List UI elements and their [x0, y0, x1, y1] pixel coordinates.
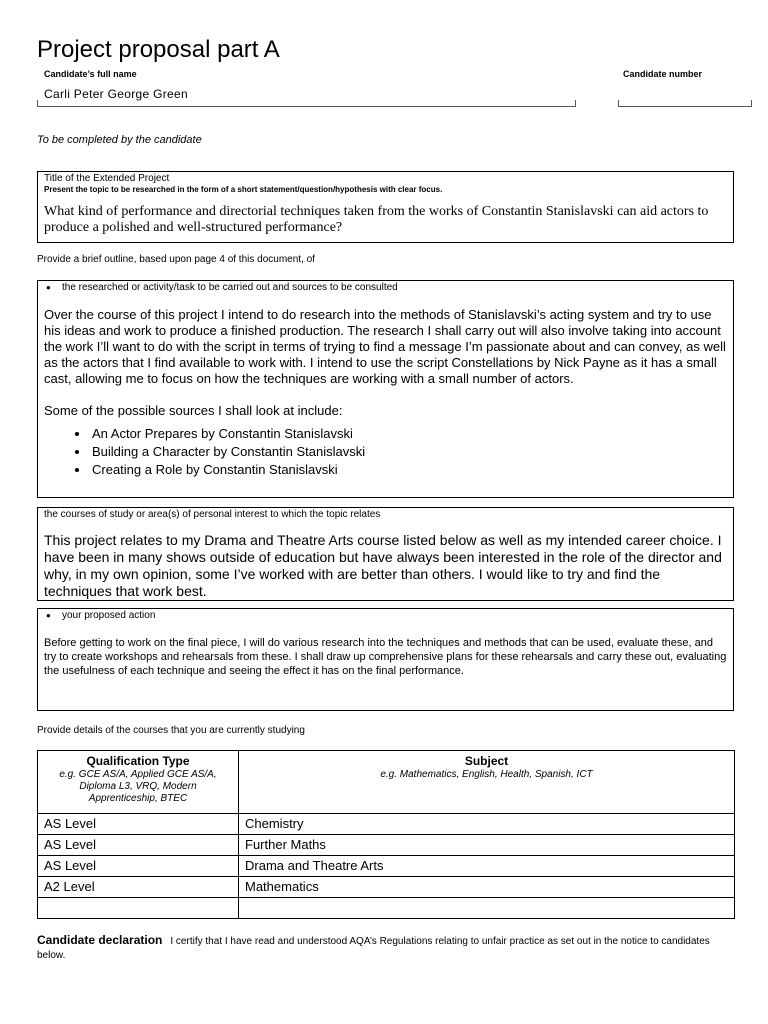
example-qualification: e.g. GCE AS/A, Applied GCE AS/A, Diploma L3, VRQ, Modern Apprenticeship, BTEC [38, 769, 239, 814]
completion-instruction: To be completed by the candidate [37, 134, 202, 146]
candidate-name-label: Candidate’s full name [44, 69, 137, 79]
project-title-question[interactable]: What kind of performance and directorial techniques taken from the works of Constantin Stanislavski can aid actors to produce a polished and well-structured performance? [44, 204, 709, 235]
courses-instruction: Provide details of the courses that you are currently studying [37, 725, 305, 736]
page-title: Project proposal part A [37, 36, 280, 63]
qualification-cell[interactable]: AS Level [38, 834, 239, 855]
courses-relation-paragraph[interactable]: This project relates to my Drama and Theatre Arts course listed below as well as my intended career choice. I have been in many shows outside of education but have always been interested in the role of the director and why, in my own opinion, some I’ve worked with are better than others. I would like to try and find the techniques that work best. [44, 532, 722, 599]
candidate-name-field[interactable]: Carli Peter George Green [44, 87, 188, 101]
qualification-cell[interactable]: AS Level [38, 813, 239, 834]
table-row [38, 834, 735, 855]
declaration-label: Candidate declaration [37, 933, 163, 947]
action-paragraph[interactable]: Before getting to work on the final piece, I will do various research into the techniques and methods that can be used, evaluate these, and try to create workshops and rehearsals from these. I shall draw up comprehensive plans for these rehearsals and carry these out, evaluating the usefulness of each technique and seeing the effect it has on the final performance. [44, 637, 727, 677]
subject-cell[interactable]: Drama and Theatre Arts [239, 855, 735, 876]
research-heading: the researched or activity/task to be carried out and sources to be consulted [62, 282, 398, 293]
project-title-subheading: Present the topic to be researched in the form of a short statement/question/hypothesis with clear focus. [44, 185, 443, 194]
project-title-box [37, 171, 734, 243]
action-heading-row [38, 609, 733, 623]
table-row [38, 876, 735, 897]
qualification-cell[interactable] [38, 897, 239, 918]
subject-cell[interactable] [239, 897, 735, 918]
qualification-cell[interactable]: A2 Level [38, 876, 239, 897]
declaration-text: I certify that I have read and understood AQA’s Regulations relating to unfair practice as set out in the notice to candidates below. [37, 936, 710, 961]
table-header-row [38, 751, 735, 769]
candidate-number-label: Candidate number [623, 69, 703, 79]
header-subject: Subject [239, 751, 735, 769]
example-subject: e.g. Mathematics, English, Health, Spanish, ICT [239, 769, 735, 814]
table-row [38, 897, 735, 918]
courses-relation-box [37, 507, 734, 601]
research-paragraph[interactable]: Over the course of this project I intend to do research into the methods of Stanislavski’s acting system and try to use his ideas and work to produce a finished production. The research I shall carry out will also involve taking into account the work I’ll want to do with the script in terms of trying to find a message I’m passionate about and can convey, as well as the actors that I find available to work with. I intend to use the script Constellations by Nick Payne as it has a small cast, allowing me to focus on how the techniques are working with a small number of actors. [44, 307, 726, 386]
research-box [37, 280, 734, 498]
bullet-icon: ● [46, 611, 51, 620]
subject-cell[interactable]: Chemistry [239, 813, 735, 834]
qualification-cell[interactable]: AS Level [38, 855, 239, 876]
table-row [38, 855, 735, 876]
list-item: • Building a Character by Constantin Stanislavski [90, 443, 733, 461]
action-heading: your proposed action [62, 610, 156, 621]
sources-list [38, 425, 733, 479]
list-item: • Creating a Role by Constantin Stanislavski [90, 461, 733, 479]
sources-intro: Some of the possible sources I shall look at include: [44, 403, 343, 418]
header-qualification: Qualification Type [38, 751, 239, 769]
bullet-icon: ● [46, 283, 51, 292]
table-example-row [38, 769, 735, 814]
proposed-action-box [37, 608, 734, 711]
courses-relation-heading: the courses of study or area(s) of personal interest to which the topic relates [44, 509, 381, 520]
table-row [38, 813, 735, 834]
project-title-heading: Title of the Extended Project [44, 173, 170, 184]
candidate-declaration [37, 933, 727, 963]
outline-instruction: Provide a brief outline, based upon page 4 of this document, of [37, 254, 315, 265]
research-heading-row [38, 281, 733, 295]
subject-cell[interactable]: Mathematics [239, 876, 735, 897]
courses-table [37, 750, 735, 919]
candidate-name-underline [37, 100, 576, 107]
candidate-number-underline [618, 100, 752, 107]
list-item: • An Actor Prepares by Constantin Stanislavski [90, 425, 733, 443]
subject-cell[interactable]: Further Maths [239, 834, 735, 855]
